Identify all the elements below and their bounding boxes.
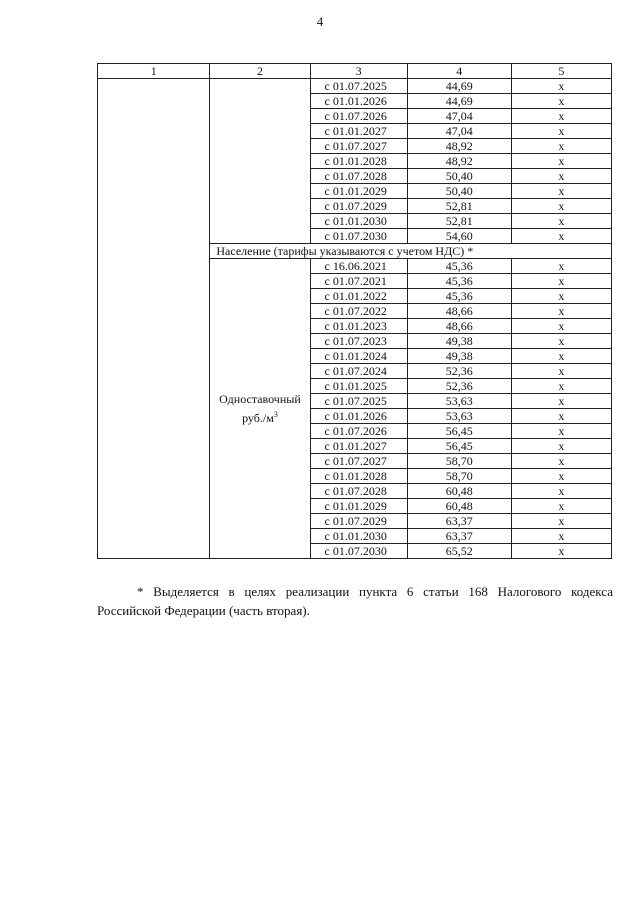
mark-cell: х [511,334,611,349]
value-cell: 52,81 [407,199,511,214]
date-cell: с 01.07.2027 [310,139,407,154]
mark-cell: х [511,439,611,454]
value-cell: 63,37 [407,529,511,544]
header-row [98,64,612,79]
value-cell: 65,52 [407,544,511,559]
mark-cell: х [511,529,611,544]
value-cell: 49,38 [407,349,511,364]
date-cell: с 01.07.2027 [310,454,407,469]
date-cell: с 01.01.2026 [310,409,407,424]
tariff-label-line1: Одноставочный [219,391,301,406]
header-cell-4: 4 [407,64,511,79]
value-cell: 45,36 [407,289,511,304]
mark-cell: х [511,214,611,229]
date-cell: с 01.07.2026 [310,109,407,124]
region-cell [98,79,210,559]
date-cell: с 01.01.2030 [310,529,407,544]
date-cell: с 01.01.2024 [310,349,407,364]
mark-cell: х [511,454,611,469]
value-cell: 44,69 [407,79,511,94]
date-cell: с 01.07.2021 [310,274,407,289]
mark-cell: х [511,139,611,154]
value-cell: 54,60 [407,229,511,244]
date-cell: с 01.01.2022 [310,289,407,304]
mark-cell: х [511,469,611,484]
date-cell: с 01.01.2029 [310,184,407,199]
date-cell: с 01.07.2025 [310,394,407,409]
value-cell: 50,40 [407,184,511,199]
unit-text: руб./м [242,410,274,425]
value-cell: 50,40 [407,169,511,184]
value-cell: 48,66 [407,319,511,334]
value-cell: 45,36 [407,259,511,274]
date-cell: с 01.01.2025 [310,379,407,394]
value-cell: 45,36 [407,274,511,289]
value-cell: 52,36 [407,379,511,394]
mark-cell: х [511,79,611,94]
value-cell: 48,66 [407,304,511,319]
mark-cell: х [511,364,611,379]
value-cell: 52,81 [407,214,511,229]
header-cell-2: 2 [210,64,310,79]
date-cell: с 01.01.2023 [310,319,407,334]
mark-cell: х [511,394,611,409]
value-cell: 44,69 [407,94,511,109]
value-cell: 53,63 [407,394,511,409]
value-cell: 56,45 [407,424,511,439]
date-cell: с 01.07.2025 [310,79,407,94]
date-cell: с 01.07.2029 [310,199,407,214]
mark-cell: х [511,304,611,319]
mark-cell: х [511,184,611,199]
date-cell: с 01.01.2027 [310,124,407,139]
date-cell: с 01.07.2026 [310,424,407,439]
mark-cell: х [511,544,611,559]
value-cell: 58,70 [407,469,511,484]
value-cell: 53,63 [407,409,511,424]
mark-cell: х [511,319,611,334]
table-row [98,79,612,94]
value-cell: 47,04 [407,109,511,124]
mark-cell: х [511,409,611,424]
header-cell-5: 5 [511,64,611,79]
mark-cell: х [511,484,611,499]
date-cell: с 01.07.2030 [310,544,407,559]
unit-superscript: 3 [273,409,278,419]
mark-cell: х [511,274,611,289]
value-cell: 60,48 [407,484,511,499]
header-cell-1: 1 [98,64,210,79]
date-cell: с 01.01.2028 [310,154,407,169]
value-cell: 47,04 [407,124,511,139]
date-cell: с 01.07.2022 [310,304,407,319]
date-cell: с 16.06.2021 [310,259,407,274]
date-cell: с 01.01.2026 [310,94,407,109]
date-cell: с 01.07.2028 [310,484,407,499]
date-cell: с 01.01.2029 [310,499,407,514]
mark-cell: х [511,259,611,274]
footnote: * Выделяется в целях реализации пункта 6 статьи 168 Налогового кодекса Российской Федерации (часть вторая). [97,584,613,618]
mark-cell: х [511,124,611,139]
date-cell: с 01.07.2029 [310,514,407,529]
mark-cell: х [511,499,611,514]
date-cell: с 01.07.2028 [310,169,407,184]
section-title: Население (тарифы указываются с учетом НДС) * [210,244,612,259]
tariff-label-cell [210,259,310,559]
tariff-table [97,63,612,559]
date-cell: с 01.07.2023 [310,334,407,349]
header-cell-3: 3 [310,64,407,79]
value-cell: 56,45 [407,439,511,454]
mark-cell: х [511,424,611,439]
date-cell: с 01.01.2028 [310,469,407,484]
date-cell: с 01.07.2024 [310,364,407,379]
tariff-label-line2 [214,407,305,426]
mark-cell: х [511,289,611,304]
mark-cell: х [511,229,611,244]
mark-cell: х [511,349,611,364]
mark-cell: х [511,169,611,184]
mark-cell: х [511,154,611,169]
mark-cell: х [511,109,611,124]
page-number: 4 [316,14,324,29]
mark-cell: х [511,199,611,214]
value-cell: 60,48 [407,499,511,514]
value-cell: 63,37 [407,514,511,529]
value-cell: 58,70 [407,454,511,469]
value-cell: 48,92 [407,154,511,169]
tariff-type-cell [210,79,310,244]
date-cell: с 01.01.2030 [310,214,407,229]
value-cell: 52,36 [407,364,511,379]
value-cell: 48,92 [407,139,511,154]
date-cell: с 01.07.2030 [310,229,407,244]
value-cell: 49,38 [407,334,511,349]
mark-cell: х [511,514,611,529]
mark-cell: х [511,379,611,394]
mark-cell: х [511,94,611,109]
date-cell: с 01.01.2027 [310,439,407,454]
